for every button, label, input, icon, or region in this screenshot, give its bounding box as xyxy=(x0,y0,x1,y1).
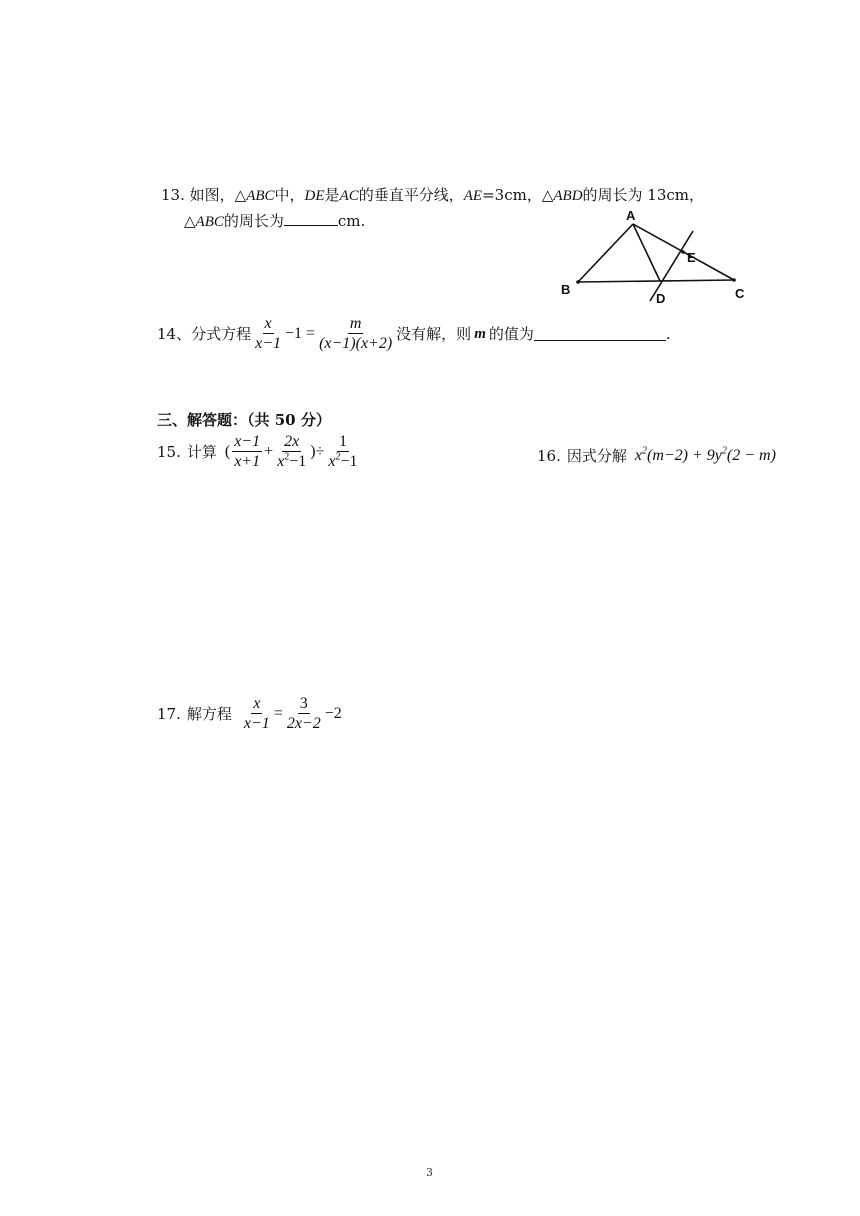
label-c: C xyxy=(735,286,745,301)
triangle-figure xyxy=(550,205,770,310)
q13-answer-blank[interactable] xyxy=(284,211,338,226)
q14-fraction-1: $\frac{x}{x-1}$ xyxy=(255,315,282,352)
q17-line: 17. 解方程 $\frac{x}{x-1}$ = $\frac{3}{2x-2}$ −2 xyxy=(157,695,342,732)
q15-fraction-2: $\frac{2x}{x^2-1}$ xyxy=(277,433,307,470)
label-d: D xyxy=(656,291,666,306)
q17-fraction-1: $\frac{x}{x-1}$ xyxy=(243,695,270,732)
segment-bc xyxy=(578,280,734,282)
q17-number: 17. xyxy=(157,704,181,723)
q15-number: 15. xyxy=(157,442,181,461)
q15-line: 15. 计算 ( $\frac{x-1}{x+1}$ + $\frac{2x}{x^2-1}$ )÷ $\frac{1}{x^2-1}$ xyxy=(157,433,358,470)
label-a: A xyxy=(626,208,636,223)
label-b: B xyxy=(561,282,571,297)
point-b-dot xyxy=(576,280,580,284)
segment-ab xyxy=(578,224,633,282)
q15-fraction-3: $\frac{1}{x^2-1}$ xyxy=(328,433,358,470)
segment-ad xyxy=(633,224,660,281)
point-e-dot xyxy=(681,250,685,254)
q13-line1: 13. 如图，△ABC中，DE是AC的垂直平分线，AE=3cm，△ABD的周长为 13cm， xyxy=(161,186,705,204)
q16-number: 16. xyxy=(537,447,561,465)
page-number: 3 xyxy=(426,1166,433,1179)
q13-line2: △ABC的周长为 cm. xyxy=(184,212,366,230)
q17-fraction-2: $\frac{3}{2x-2}$ xyxy=(286,695,321,732)
point-c-dot xyxy=(732,278,736,282)
q14-number: 14、 xyxy=(157,324,192,343)
section-3-title: 三、解答题：（共 50 分） xyxy=(157,411,331,429)
q16-line: 16. 因式分解 $x^2(m-2) + 9y^2(2 - m)$ xyxy=(537,445,776,465)
q15-fraction-1: $\frac{x-1}{x+1}$ xyxy=(234,433,261,470)
q14-line: 14、 分式方程 $\frac{x}{x-1}$ −1 = $\frac{m}{(x-1)(x+2)}$ 没有解，则 m 的值为 . xyxy=(157,315,671,352)
q14-fraction-2: $\frac{m}{(x-1)(x+2)}$ xyxy=(319,315,393,352)
q13-number: 13. xyxy=(161,186,185,204)
q16-expression: $x^2(m-2) + 9y^2(2 - m)$ xyxy=(634,445,776,464)
q14-answer-blank[interactable] xyxy=(534,326,666,341)
label-e: E xyxy=(687,250,696,265)
